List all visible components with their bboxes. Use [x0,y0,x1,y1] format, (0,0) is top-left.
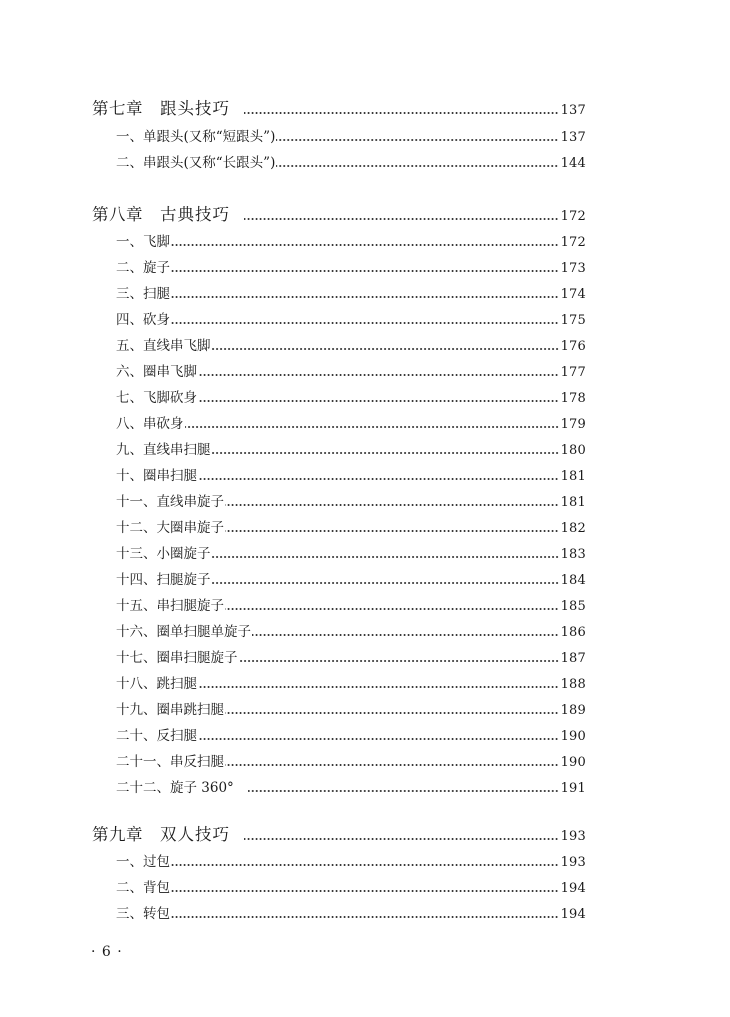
page-number: 188 [560,677,586,692]
toc-item[interactable] [116,256,586,276]
item-title: 八、串砍身 [116,416,184,432]
page-number: 193 [560,829,586,844]
item-title: 十四、扫腿旋子 [116,572,211,588]
item-title: 十九、圈串跳扫腿 [116,702,224,718]
toc-item[interactable] [116,724,586,744]
toc-item[interactable] [116,672,586,692]
page-number: 181 [560,495,586,510]
page-number: 178 [560,391,586,406]
dot-leader [244,112,559,114]
toc-item[interactable] [116,334,586,354]
page-number: 190 [560,755,586,770]
toc-item[interactable] [116,698,586,718]
toc-item[interactable] [116,360,586,380]
item-title: 十七、圈串扫腿旋子 [116,650,238,666]
toc-item[interactable] [116,308,586,328]
item-title: 二十一、串反扫腿 [116,754,224,770]
dot-leader [276,165,558,167]
toc-item[interactable] [116,282,586,302]
item-title: 二、背包 [116,880,170,896]
item-title: 十、圈串扫腿 [116,468,197,484]
chapter-title: 双人技巧 [160,825,230,844]
dot-leader [198,478,559,480]
dot-leader [212,348,559,350]
page-folio: · 6 · [91,944,123,960]
dot-leader [171,296,559,298]
page-number: 179 [560,417,586,432]
page-number: 182 [560,521,586,536]
page-number: 194 [560,881,586,896]
page-number: 193 [560,855,586,870]
toc-item[interactable] [116,125,586,145]
item-title: 十八、跳扫腿 [116,676,197,692]
toc-item[interactable] [116,850,586,870]
toc-chapter-8[interactable] [92,201,586,225]
page-number: 137 [560,130,586,145]
dot-leader [225,504,559,506]
item-title: 四、砍身 [116,312,170,328]
toc-item[interactable] [116,490,586,510]
dot-leader [248,790,559,792]
toc-item[interactable] [116,464,586,484]
page-number: 173 [560,261,586,276]
item-title: 十一、直线串旋子 [116,494,224,510]
toc-item[interactable] [116,516,586,536]
page-number: 144 [560,156,586,171]
toc-item[interactable] [116,386,586,406]
item-title: 七、飞脚砍身 [116,390,197,406]
item-title: 二、旋子 [116,260,170,276]
dot-leader [212,452,559,454]
dot-leader [171,916,559,918]
toc-item[interactable] [116,594,586,614]
chapter-number: 第八章 [92,205,143,224]
item-title: 一、过包 [116,854,170,870]
page-number: 176 [560,339,586,354]
toc-item[interactable] [116,902,586,922]
item-title: 十二、大圈串旋子 [116,520,224,536]
dot-leader [244,838,559,840]
item-title: 一、单跟头(又称“短跟头”) [116,129,276,145]
dot-leader [198,738,559,740]
item-title: 九、直线串扫腿 [116,442,211,458]
page-number: 184 [560,573,586,588]
page-number: 180 [560,443,586,458]
chapter-number: 第九章 [92,825,143,844]
dot-leader [171,864,559,866]
page-number: 181 [560,469,586,484]
page-number: 191 [560,781,586,796]
toc-item[interactable] [116,620,586,640]
dot-leader [252,634,559,636]
dot-leader [212,582,559,584]
page-number: 137 [560,103,586,118]
toc-item[interactable] [116,438,586,458]
page-number: 185 [560,599,586,614]
chapter-title: 古典技巧 [160,205,230,224]
item-title: 二十、反扫腿 [116,728,197,744]
item-title: 五、直线串飞脚 [116,338,211,354]
toc-item[interactable] [116,568,586,588]
page-number: 174 [560,287,586,302]
item-title: 十三、小圈旋子 [116,546,211,562]
item-title: 二十二、旋子 360° [116,780,234,796]
page-number: 187 [560,651,586,666]
toc-item[interactable] [116,646,586,666]
chapter-number: 第七章 [92,99,143,118]
page-number: 172 [560,209,586,224]
dot-leader [171,270,559,272]
toc-item[interactable] [116,412,586,432]
item-title: 六、圈串飞脚 [116,364,197,380]
item-title: 十五、串扫腿旋子 [116,598,224,614]
toc-item[interactable] [116,750,586,770]
toc-item[interactable] [116,776,586,796]
item-title: 一、飞脚 [116,234,170,250]
page-number: 172 [560,235,586,250]
toc-item[interactable] [116,542,586,562]
page-number: 186 [560,625,586,640]
dot-leader [244,218,559,220]
dot-leader [225,608,559,610]
page-number: 190 [560,729,586,744]
dot-leader [225,712,559,714]
dot-leader [171,244,559,246]
page-number: 177 [560,365,586,380]
item-title: 十六、圈单扫腿单旋子 [116,624,251,640]
dot-leader [198,374,559,376]
dot-leader [171,890,559,892]
chapter-title: 跟头技巧 [160,99,230,118]
item-title: 二、串跟头(又称“长跟头”) [116,155,276,171]
toc-item[interactable] [116,151,586,171]
toc-chapter-7[interactable] [92,95,586,119]
dot-leader [198,400,559,402]
dot-leader [212,556,559,558]
page-number: 194 [560,907,586,922]
dot-leader [185,426,559,428]
page-number: 183 [560,547,586,562]
dot-leader [171,322,559,324]
toc-item[interactable] [116,876,586,896]
dot-leader [276,139,558,141]
page-number: 189 [560,703,586,718]
item-title: 三、扫腿 [116,286,170,302]
dot-leader [198,686,559,688]
dot-leader [239,660,559,662]
dot-leader [225,530,559,532]
toc-item[interactable] [116,230,586,250]
page-number: 175 [560,313,586,328]
toc-chapter-9[interactable] [92,821,586,845]
item-title: 三、转包 [116,906,170,922]
dot-leader [225,764,559,766]
